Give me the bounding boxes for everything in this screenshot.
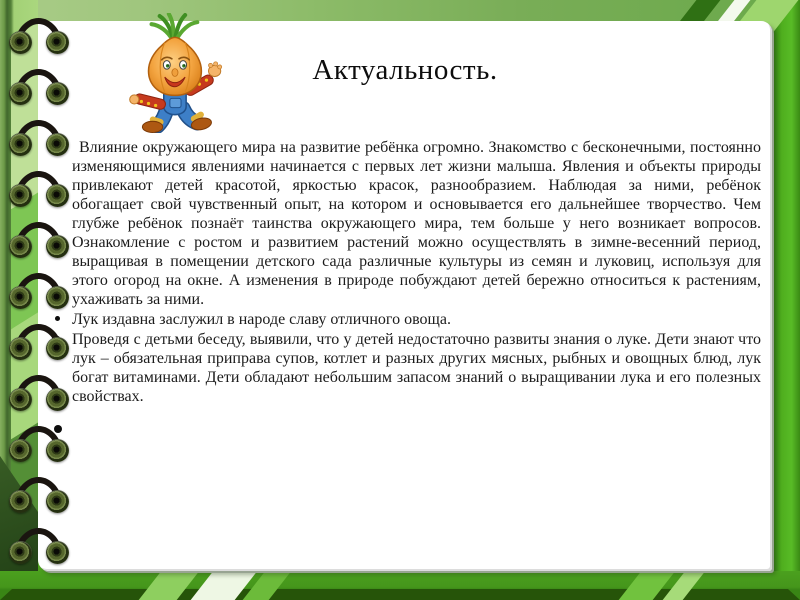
binder-ring	[9, 235, 71, 259]
frame-right-band	[772, 0, 800, 600]
binder-ring	[9, 133, 71, 157]
binder-ring	[9, 541, 71, 565]
bullet-item	[45, 330, 761, 406]
binder-ring	[9, 184, 71, 208]
binder-ring	[9, 337, 71, 361]
onion-sprouts	[152, 14, 198, 40]
binder-ring	[9, 388, 71, 412]
frame-diagonal-stripes-bottom-right	[600, 571, 730, 600]
bullet-text: Проведя с детьми беседу, выявили, что у детей недостаточно развиты знания о луке. Дети знают что лук – обязательная приправа супов, котлет и разных других мясных, рыбных и овощных блюд, лук богат витаминами. Дети обладают небольшим запасом знаний о выращивании лука и его полезных свойствах.	[72, 331, 761, 405]
binder-ring	[9, 439, 71, 463]
bullet-text: Влияние окружающего мира на развитие ребёнка огромно. Знакомство с бесконечными, постоянно изменяющимися явлениями начинается с первых лет жизни малыша. Явления и объекты природы привлекают детей красотой, яркостью красок, разнообразием. Наблюдая за ними, ребёнок обогащает свой чувственный опыт, на котором и основывается его дальнейшее творчество. Чем глубже ребёнок познаёт таинства окружающего мира, тем больше у него возникает вопросов. Ознакомление с ростом и развитием растений можно осуществлять в зимне-весенний период, выращивая в помещении детского сада различные культуры из семян и луковиц, используя для этого огород на окне. А изменения в природе побуждают детей бережно относиться к растениям, ухаживать за ними.	[72, 139, 761, 308]
binder-ring	[9, 490, 71, 514]
slide-body	[45, 137, 761, 433]
bullet-item	[45, 138, 761, 309]
slide-title: Актуальность.	[312, 54, 498, 86]
bullet-item-empty	[45, 419, 761, 433]
frame-diagonal-stripes-bottom-left	[130, 571, 300, 600]
bullet-item	[45, 310, 761, 329]
bullet-text: Лук издавна заслужил в народе славу отличного овоща.	[72, 311, 451, 328]
binder-ring	[9, 31, 71, 55]
binder-ring	[9, 286, 71, 310]
binder-ring	[9, 82, 71, 106]
bullet-text	[72, 419, 761, 433]
